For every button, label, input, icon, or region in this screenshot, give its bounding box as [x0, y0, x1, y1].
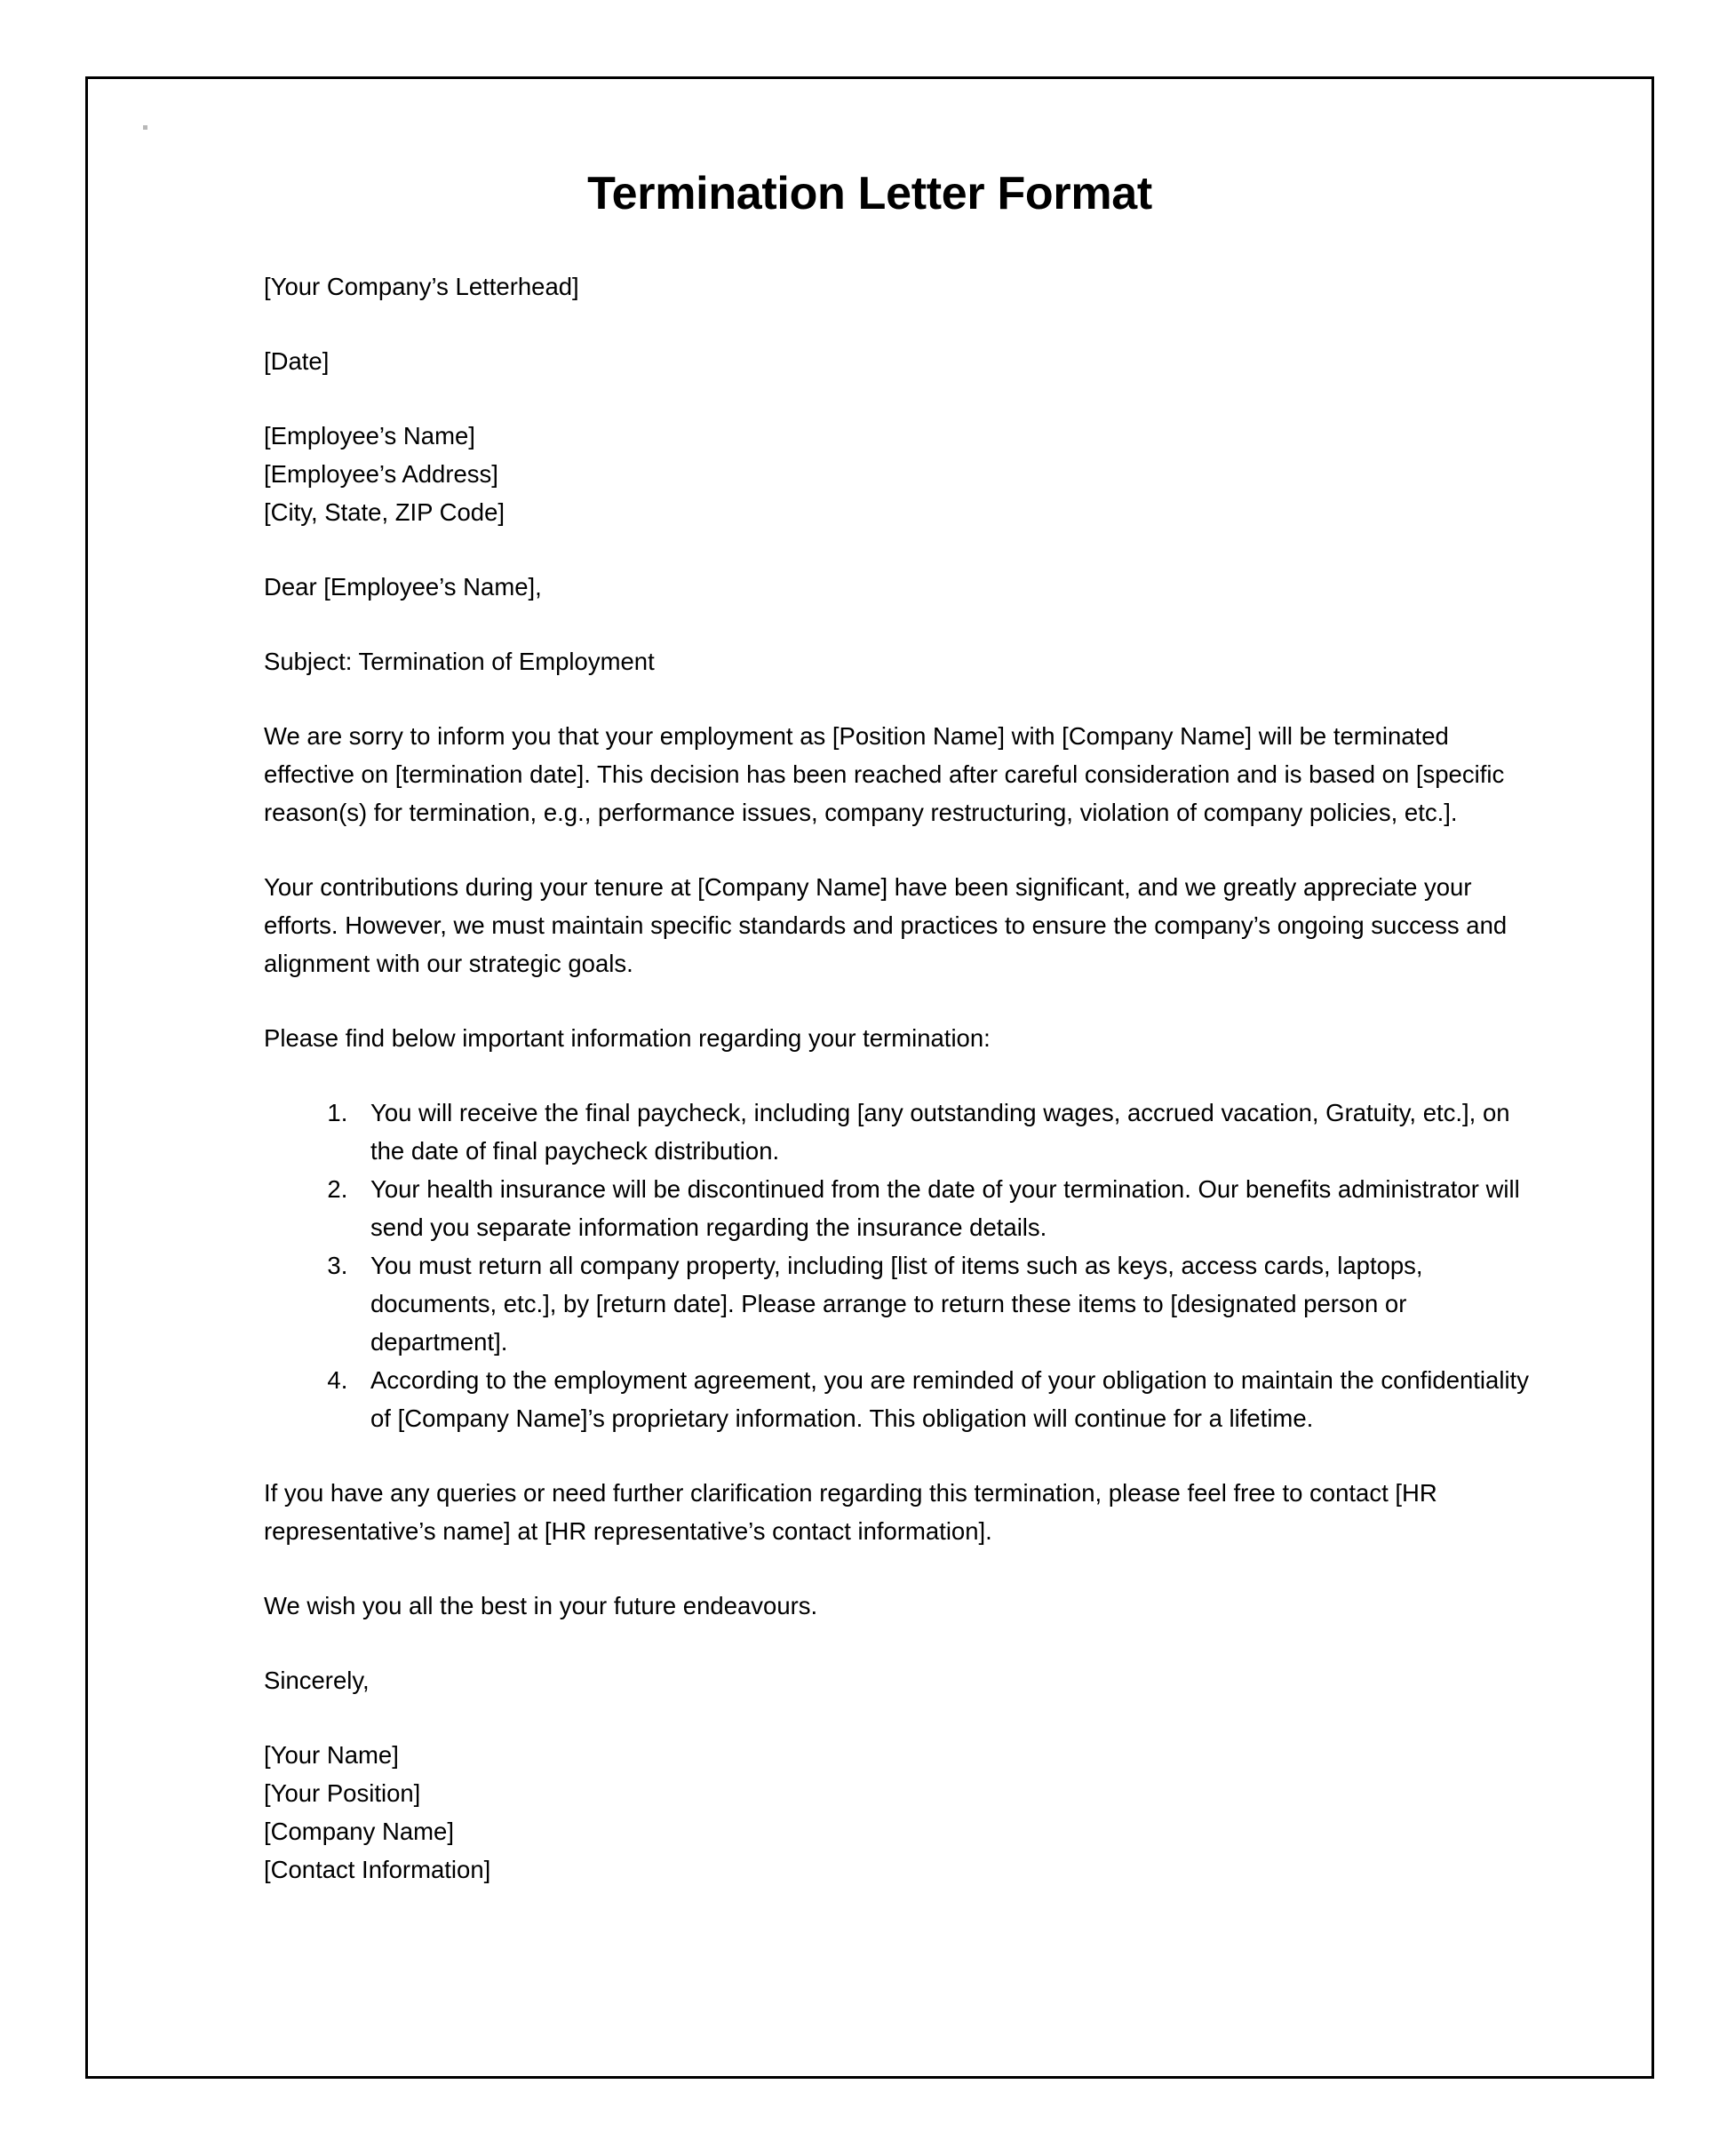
letter-date: [Date] — [264, 347, 330, 376]
paragraph-intro-terms: Please find below important information regarding your termination: — [264, 1024, 991, 1053]
paragraph-contributions: Your contributions during your tenure at [Company Name] have been significant, and we greatly appreciate your efforts. However, we must maintain specific standards and practices to ensure the company’s ongoing success and alignment with our strategic goals. — [264, 873, 1508, 978]
company-letterhead: [Your Company’s Letterhead] — [264, 273, 579, 301]
list-item: 3. You must return all company property, including [list of items such as keys, access cards, laptops, documents, etc.], by [return date]. Please arrange to return these items to [designated person or department]. — [354, 1246, 1538, 1361]
salutation: Dear [Employee’s Name], — [264, 573, 542, 601]
list-item: 4. According to the employment agreement, you are reminded of your obligation to maintain the confidentiality of [Company Name]’s proprietary information. This obligation will continue for a lifetime. — [354, 1361, 1538, 1437]
sender-name: [Your Name] — [264, 1741, 399, 1770]
sender-position: [Your Position] — [264, 1779, 421, 1808]
recipient-city-state-zip: [City, State, ZIP Code] — [264, 498, 505, 527]
paragraph-best-wishes: We wish you all the best in your future endeavours. — [264, 1592, 818, 1620]
page-title: Termination Letter Format — [587, 168, 1152, 219]
paragraph-termination-notice: We are sorry to inform you that your employment as [Position Name] with [Company Name] will be terminated effective on [termination date]. This decision has been reached after careful consideration and is based on [specific reason(s) for termination, e.g., performance issues, company restructuring, violation of company policies, etc.]. — [264, 722, 1505, 827]
subject-line: Subject: Termination of Employment — [264, 648, 655, 676]
sender-company: [Company Name] — [264, 1818, 454, 1846]
list-item: 1. You will receive the final paycheck, including [any outstanding wages, accrued vacation, Gratuity, etc.], on the date of final paycheck distribution. — [354, 1094, 1538, 1170]
signature-block — [264, 1736, 1538, 1889]
sender-contact: [Contact Information] — [264, 1856, 491, 1884]
paragraph-contact-hr: If you have any queries or need further clarification regarding this termination, please feel free to contact [HR representative’s name] at [HR representative’s contact information]. — [264, 1479, 1437, 1546]
letter-body — [150, 267, 1589, 1889]
sign-off: Sincerely, — [264, 1667, 370, 1695]
list-item: 2. Your health insurance will be discontinued from the date of your termination. Our benefits administrator will send you separate information regarding the insurance details. — [354, 1170, 1538, 1246]
termination-terms-list — [264, 1094, 1538, 1437]
recipient-name: [Employee’s Name] — [264, 422, 475, 450]
recipient-address: [Employee’s Address] — [264, 460, 498, 489]
letter-content — [88, 79, 1651, 2076]
letter-page — [85, 76, 1654, 2079]
recipient-block — [264, 417, 1538, 531]
